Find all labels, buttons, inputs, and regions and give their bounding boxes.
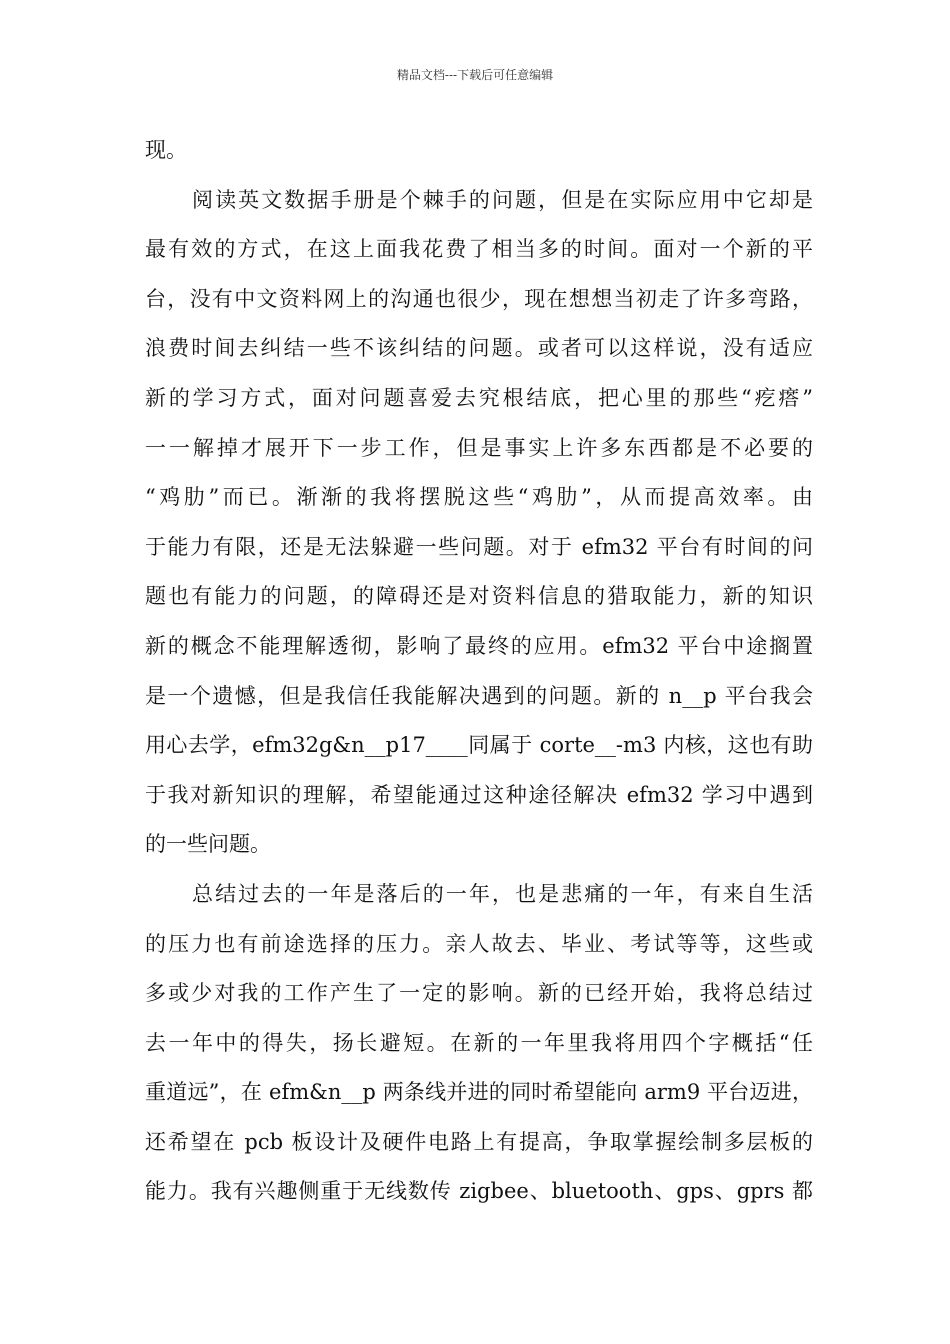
text-line: 于我对新知识的理解，希望能通过这种途径解决 efm32 学习中遇到 (145, 782, 813, 807)
page-header: 精品文档---下载后可任意编辑 (396, 68, 554, 82)
text-line: 新的概念不能理解透彻，影响了最终的应用。efm32 平台中途搁置 (145, 633, 813, 658)
text-line: 总结过去的一年是落后的一年，也是悲痛的一年，有来自生活 (192, 881, 813, 906)
text-line: 用心去学，efm32g&n__p17____同属于 corte__-m3 内核，这也有助 (145, 733, 813, 758)
document-body (145, 126, 813, 1217)
text-line: 重道远”，在 efm&n__p 两条线并进的同时希望能向 arm9 平台迈进， (145, 1080, 813, 1105)
text-line: 多或少对我的工作产生了一定的影响。新的已经开始，我将总结过 (145, 981, 813, 1006)
text-line: 台，没有中文资料网上的沟通也很少，现在想想当初走了许多弯路， (145, 286, 813, 311)
text-line: 的一些问题。 (145, 832, 271, 857)
text-line: 是一个遗憾，但是我信任我能解决遇到的问题。新的 n__p 平台我会 (145, 683, 813, 708)
text-line: 新的学习方式，面对问题喜爱去究根结底，把心里的那些“疙瘩” (145, 385, 813, 410)
text-line: 能力。我有兴趣侧重于无线数传 zigbee、bluetooth、gps、gprs 都 (145, 1179, 813, 1204)
text-line: 浪费时间去纠结一些不该纠结的问题。或者可以这样说，没有适应 (145, 336, 813, 361)
text-line: 于能力有限，还是无法躲避一些问题。对于 efm32 平台有时间的问 (145, 534, 813, 559)
text-line: 的压力也有前途选择的压力。亲人故去、毕业、考试等等，这些或 (145, 931, 813, 956)
text-line: “鸡肋”而已。渐渐的我将摆脱这些“鸡肋”，从而提高效率。由 (145, 485, 813, 510)
text-line: 一一解掉才展开下一步工作，但是事实上许多东西都是不必要的 (145, 435, 813, 460)
text-line: 去一年中的得失，扬长避短。在新的一年里我将用四个字概括“任 (145, 1030, 813, 1055)
text-line: 还希望在 pcb 板设计及硬件电路上有提高，争取掌握绘制多层板的 (145, 1129, 813, 1154)
text-line: 题也有能力的问题，的障碍还是对资料信息的猎取能力，新的知识 (145, 584, 813, 609)
text-line: 最有效的方式，在这上面我花费了相当多的时间。面对一个新的平 (145, 237, 813, 262)
text-line: 阅读英文数据手册是个棘手的问题，但是在实际应用中它却是 (192, 187, 813, 212)
text-line: 现。 (145, 138, 187, 162)
